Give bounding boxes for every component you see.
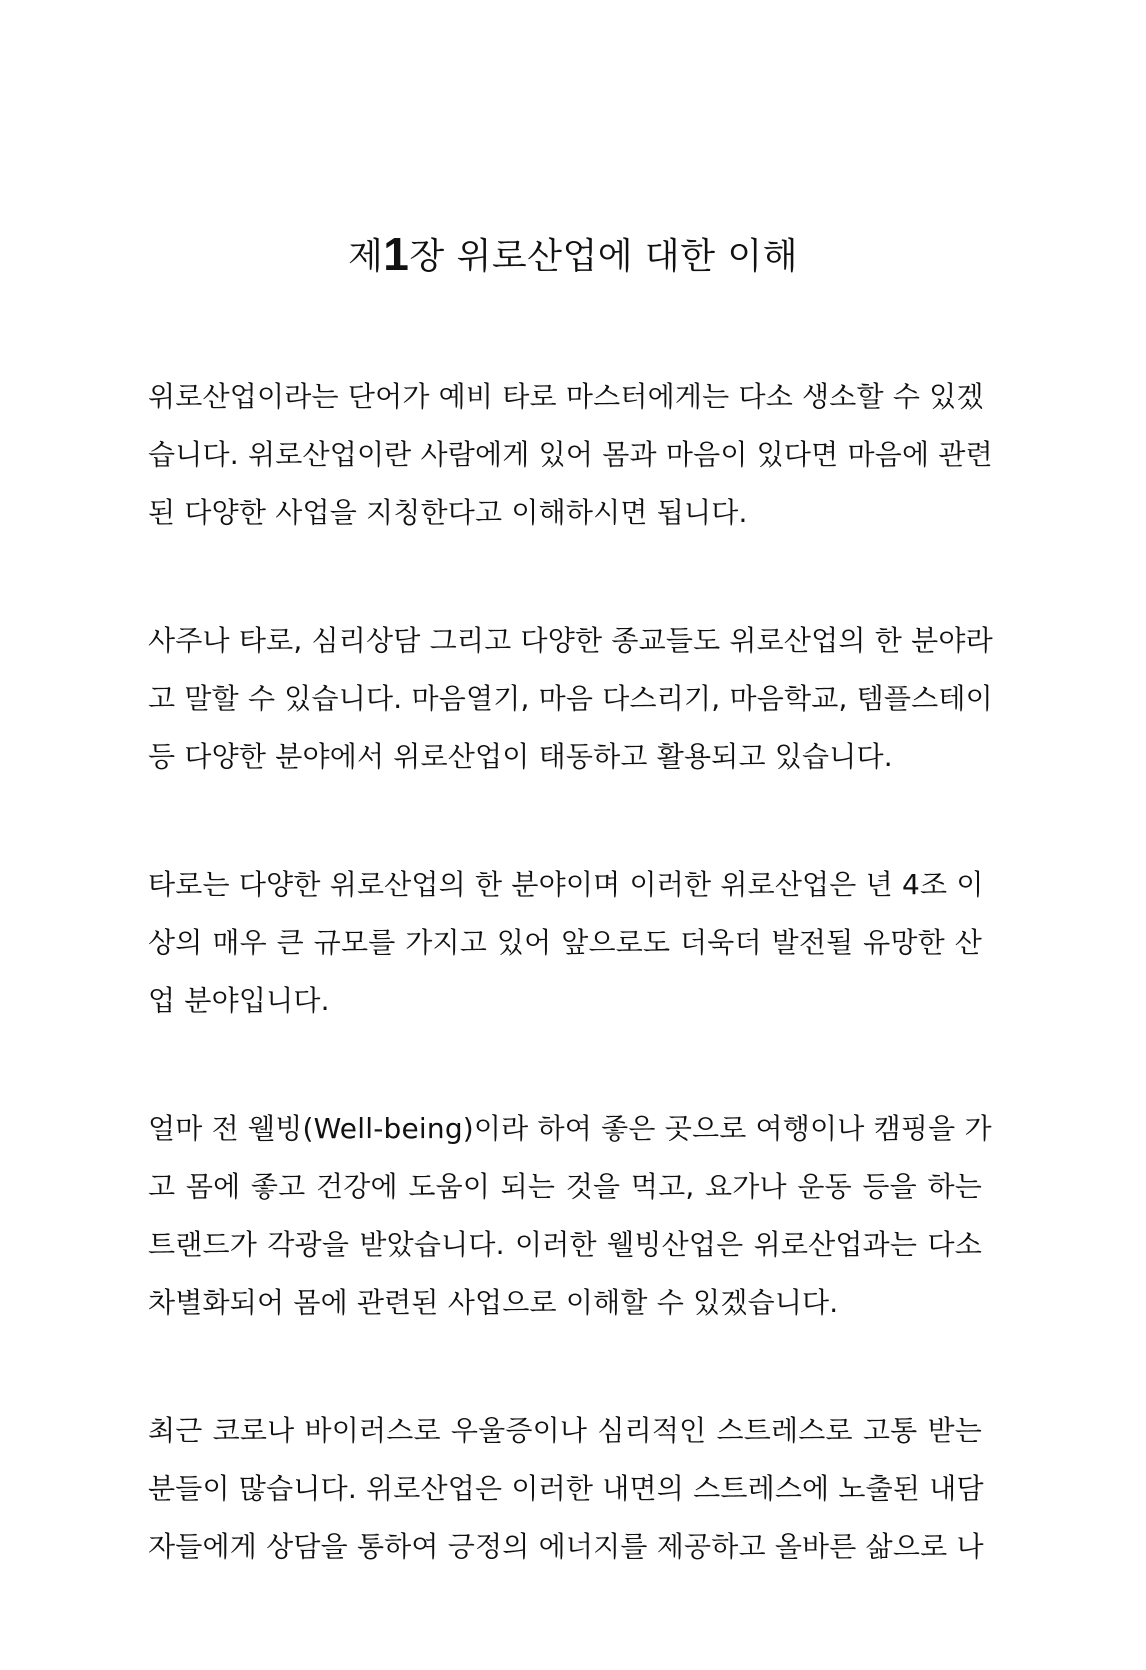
chapter-prefix: 제 xyxy=(348,236,384,277)
chapter-number: 1 xyxy=(383,228,410,280)
text-line: 분들이 많습니다. 위로산업은 이러한 내면의 스트레스에 노출된 내담 xyxy=(148,1472,984,1505)
text-line: 트랜드가 각광을 받았습니다. 이러한 웰빙산업은 위로산업과는 다소 xyxy=(148,1228,982,1261)
text-line: 차별화되어 몸에 관련된 사업으로 이해할 수 있겠습니다. xyxy=(148,1286,839,1319)
chapter-heading-text: 장 위로산업에 대한 이해 xyxy=(409,236,798,277)
paragraph-5 xyxy=(148,1402,982,1576)
text-line: 위로산업이라는 단어가 예비 타로 마스터에게는 다소 생소할 수 있겠 xyxy=(148,380,984,413)
paragraph-4 xyxy=(148,1100,992,1332)
text-line: 최근 코로나 바이러스로 우울증이나 심리적인 스트레스로 고통 받는 xyxy=(148,1414,982,1447)
text-line: 된 다양한 사업을 지칭한다고 이해하시면 됩니다. xyxy=(148,496,748,529)
text-line: 업 분야입니다. xyxy=(148,984,330,1017)
text-line: 상의 매우 큰 규모를 가지고 있어 앞으로도 더욱더 발전될 유망한 산 xyxy=(148,926,982,959)
chapter-title xyxy=(0,228,1146,283)
text-line: 습니다. 위로산업이란 사람에게 있어 몸과 마음이 있다면 마음에 관련 xyxy=(148,438,993,471)
paragraph-3 xyxy=(148,856,982,1030)
text-line: 자들에게 상담을 통하여 긍정의 에너지를 제공하고 올바른 삶으로 나 xyxy=(148,1530,984,1563)
text-line: 고 몸에 좋고 건강에 도움이 되는 것을 먹고, 요가나 운동 등을 하는 xyxy=(148,1170,982,1203)
body-text xyxy=(148,368,993,1646)
text-line: 사주나 타로, 심리상담 그리고 다양한 종교들도 위로산업의 한 분야라 xyxy=(148,624,993,657)
text-line: 얼마 전 웰빙(Well-being)이라 하여 좋은 곳으로 여행이나 캠핑을 가 xyxy=(148,1112,992,1145)
text-line: 등 다양한 분야에서 위로산업이 태동하고 활용되고 있습니다. xyxy=(148,740,893,773)
text-line: 고 말할 수 있습니다. 마음열기, 마음 다스리기, 마음학교, 템플스테이 xyxy=(148,682,993,715)
paragraph-2 xyxy=(148,612,993,786)
paragraph-1 xyxy=(148,368,993,542)
text-line: 타로는 다양한 위로산업의 한 분야이며 이러한 위로산업은 년 4조 이 xyxy=(148,868,984,901)
